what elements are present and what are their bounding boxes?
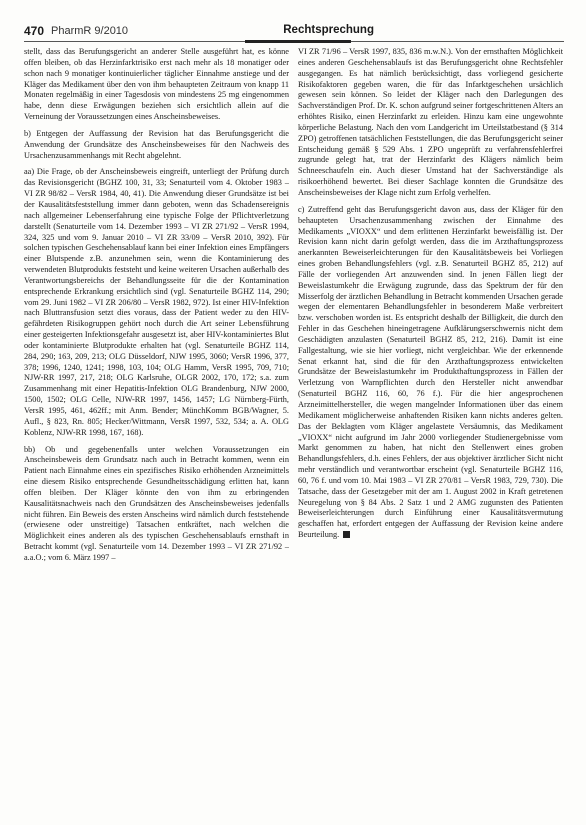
right-column <box>298 47 563 817</box>
left-paragraph-1: stellt, dass das Berufungsgericht an anderer Stelle ausgeführt hat, es könne offen bleiben, ob das Herzinfarktrisiko erst nach mehr als 18 monatiger oder schon nach 9 monatiger kontinuierlicher täglicher Einnahme anstiege und der Kläger das Medikament über den von ihm behaupteten Zeitraum von knapp 11 Monaten regelmäßig in einer Tagesdosis von mindestens 25 mg eingenommen habe, denn diese Erwägungen beziehen sich ersichtlich allein auf die Verneinung der Voraussetzungen eines Anscheinsbeweises. <box>24 47 289 122</box>
page-number: 470 <box>24 24 45 38</box>
journal-name: PharmR 9/2010 <box>51 25 129 37</box>
right-paragraph-1: VI ZR 71/96 – VersR 1997, 835, 836 m.w.N.). Von der ernsthaften Möglichkeit eines anderen Geschehensablaufs ist das Berufungsgericht ohne Rechtsfehler ausgegangen. Es hat nämlich berücksichtigt, dass vorliegend gesicherte Risikofaktoren gegeben waren, die für das Infarktgeschehen ursächlich gewesen sein können. So leidet der Kläger nach den Darlegungen des Sachverständigen Prof. Dr. K. schon aufgrund seiner fortgeschrittenen Alters an erhöhtes Risiko, einen Herzinfarkt zu erleiden. Hinzu kam eine ungewohnte körperliche Belastung. Nach den vom Landgericht im Urteilstatbestand (§ 314 ZPO) getroffenen tatsächlichen Feststellungen, die das Berufungsgericht seiner Entscheidung gemäß § 529 Abs. 1 ZPO ungeprüft zu verfahrensfehlerfrei zugrunde gelegt hat, trat der Herzinfarkt des Klägers nämlich beim Schneeschaufeln ein. Auch dieser Umstand hat der Sachverständige als risikoerhöhend bewertet. Bei dieser Sachlage konnten die Grundsätze des Anscheinsbeweises der Klage nicht zum Erfolg verhelfen. <box>298 47 563 197</box>
section-bar <box>245 40 351 43</box>
left-paragraph-4: bb) Ob und gegebenenfalls unter welchen Voraussetzungen ein Anscheinsbeweis dem Grundsatz nach auch in Betracht kommen, wenn ein Patient nach Einnahme eines ein spezifisches Risiko erhöhenden Arzneimittels eine diesem Risiko entsprechende Gesundheitsschädigung erlitten hat, kann offen bleiben. Der Kläger könnte den von ihm zu erbringenden Kausalitätsnachweis nach den Grundsätzen des Anscheinsbeweises jedenfalls nicht führen. Ein Beweis des ersten Anscheins wird nämlich durch feststehende (erwiesene oder unstreitige) Tatsachen entkräftet, nach welchen die Möglichkeit eines anderen als des typischen Geschehensablaufs ernsthaft in Betracht kommt (vgl. Senaturteile vom 14. Dezember 1993 – VI ZR 271/92 – a.a.O.; vom 6. März 1997 – <box>24 444 289 562</box>
right-paragraph-2-text: c) Zutreffend geht das Berufungsgericht davon aus, dass der Kläger für den behaupteten Ursachenzusammenhang zwischen der Einnahme des Medikaments „VIOXX“ und dem erlittenen Herzinfarkt beweisfällig ist. Der Revision kann nicht darin gefolgt werden, dass die im Arzthaftungsprozess anerkannten Beweiserleichterungen für den Kausalitätsbeweis bei Vorliegen eines groben Behandlungsfehlers (vgl. z.B. Senaturteil BGHZ 85, 212) auf Fälle der vorliegenden Art anzuwenden sind. In jenen Fällen liegt der Beweislastumkehr die Erwägung zugrunde, dass das Spektrum der für den Misserfolg der ärztlichen Behandlung in Betracht kommenden Ursachen gerade wegen der elementaren Behandlungsfehler in besonderem Maße verbreitert bzw. verschoben worden ist. Es entspricht deshalb der Billigkeit, die durch den Fehler in das Geschehen hineingetragene Aufklärungserschwernis nicht dem Geschädigten anzulasten (Senaturteil BGHZ 85, 212, 216). Damit ist eine Fallgestaltung, wie sie hier vorliegt, nicht vergleichbar. Wie der erkennende Senat erkannt hat, sind die für den Arzthaftungsprozess entwickelten Grundsätze der Beweislastumkehr im Produkthaftungsprozess in Fällen der Verletzung von Warnpflichten durch den Hersteller nicht anwendbar (Senaturteil BGHZ 116, 60, 76 f.). Für die hier angesprochenen Arzneimittelhersteller, die wegen mangelnder Informationen über das einem Medikament möglicherweise anhaftenden Risiken kann nichts anderes gelten. Das der Beklagten vom Kläger angelastete Versäumnis, das Medikament „VIOXX“ nicht aufgrund im Jahr 2000 vorliegender Studienergebnisse vom Markt genommen zu haben, hat nicht den Stellenwert eines groben Behandlungsfehlers, d.h. eines Fehlers, der aus objektiver ärztlicher Sicht nicht mehr verständlich und verantwortbar erscheint (vgl. Senaturteile BGHZ 116, 60, 76 f. und vom 10. Mai 1983 – VI ZR 270/81 – VersR 1983, 729, 730). Die Tatsache, dass der Gesetzgeber mit der am 1. August 2002 in Kraft getretenen Neuregelung von § 84 Abs. 2 Satz 1 und 2 AMG zugunsten des Patienten Beweiserleichterungen durch Einführung einer Kausalitätsvermutung geschaffen hat, erfordert entgegen der Auffassung der Revision keine andere Beurteilung. <box>298 204 563 540</box>
left-paragraph-3: aa) Die Frage, ob der Anscheinsbeweis eingreift, unterliegt der Prüfung durch das Revisionsgericht (BGHZ 100, 31, 33; Senaturteil vom 4. Oktober 1983 – VI ZR 98/82 – VersR 1984, 40, 41). Die Anwendung dieser Grundsätze ist bei der Kausalitätsfeststellung immer dann geboten, wenn das Schadensereignis nach allgemeiner Lebenserfahrung eine typische Folge der Pflichtverletzung darstellt (Senaturteile vom 14. Dezember 1993 – VI ZR 271/92 – VersR 1994, 324, 325 und vom 9. Januar 2010 – VI ZR 33/09 – VersR 2010, 392). Für solchen typischen Geschehensablauf kann bei einer Infektion eines Empfängers einer Blutspende z.B. anzunehmen sein, wenn die Kontaminierung des verwendeten Blutprodukts feststeht und keine weiteren Ursachen außerhalb des Verantwortungsbereichs der Behandlungsseite für die der Kontamination entsprechende Erkrankung ersichtlich sind (vgl. Senaturteile BGHZ 114, 290; vom 29. Juni 1982 – VI ZR 206/80 – VersR 1982, 972). Ist einer HIV-Infektion nach Bluttransfusion setzt dies voraus, dass der Patient weder zu den HIV-gefährdeten Risikogruppen gehört noch durch die Art seiner Lebensführung einer gesteigerten Infektionsgefahr ausgesetzt ist, aber HIV-kontaminiertes Blut oder kontaminierte Blutprodukte erhalten hat (vgl. Senaturteile BGHZ 114, 284, 290; 163, 209, 213; OLG Düsseldorf, NJW 1995, 3060; VersR 1996, 377, 378; 1996, 1240, 1241; 1998, 103, 104; OLG Hamm, VersR 1995, 709, 710; NJW-RR 1997, 217, 218; OLG Karlsruhe, OLGR 2002, 170, 172; s.a. zum Zusammenhang mit einer Hepatitis-Infektion OLG Brandenburg, NJW 2000, 1500, 1502; OLG Celle, NJW-RR 1997, 1456, 1457; LG Nürnberg-Fürth, VersR 1995, 461, 462ff.; mit Anm. Bender; MünchKomm BGB/Wagner, 5. Aufl., § 823, Rn. 805; Hecker/Wittmann, VersR 1997, 532, 534; a. A. OLG Koblenz, NJW-RR 1998, 167, 168). <box>24 167 289 437</box>
end-of-article-mark <box>343 531 350 538</box>
left-paragraph-2: b) Entgegen der Auffassung der Revision hat das Berufungsgericht die Anwendung der Grundsätze des Anscheinsbeweises für den Nachweis des Ursachenzusammenhangs mit Recht abgelehnt. <box>24 128 289 160</box>
right-paragraph-2 <box>298 205 563 541</box>
section-title: Rechtsprechung <box>283 24 374 36</box>
page-header <box>24 24 564 40</box>
left-column <box>24 47 289 817</box>
